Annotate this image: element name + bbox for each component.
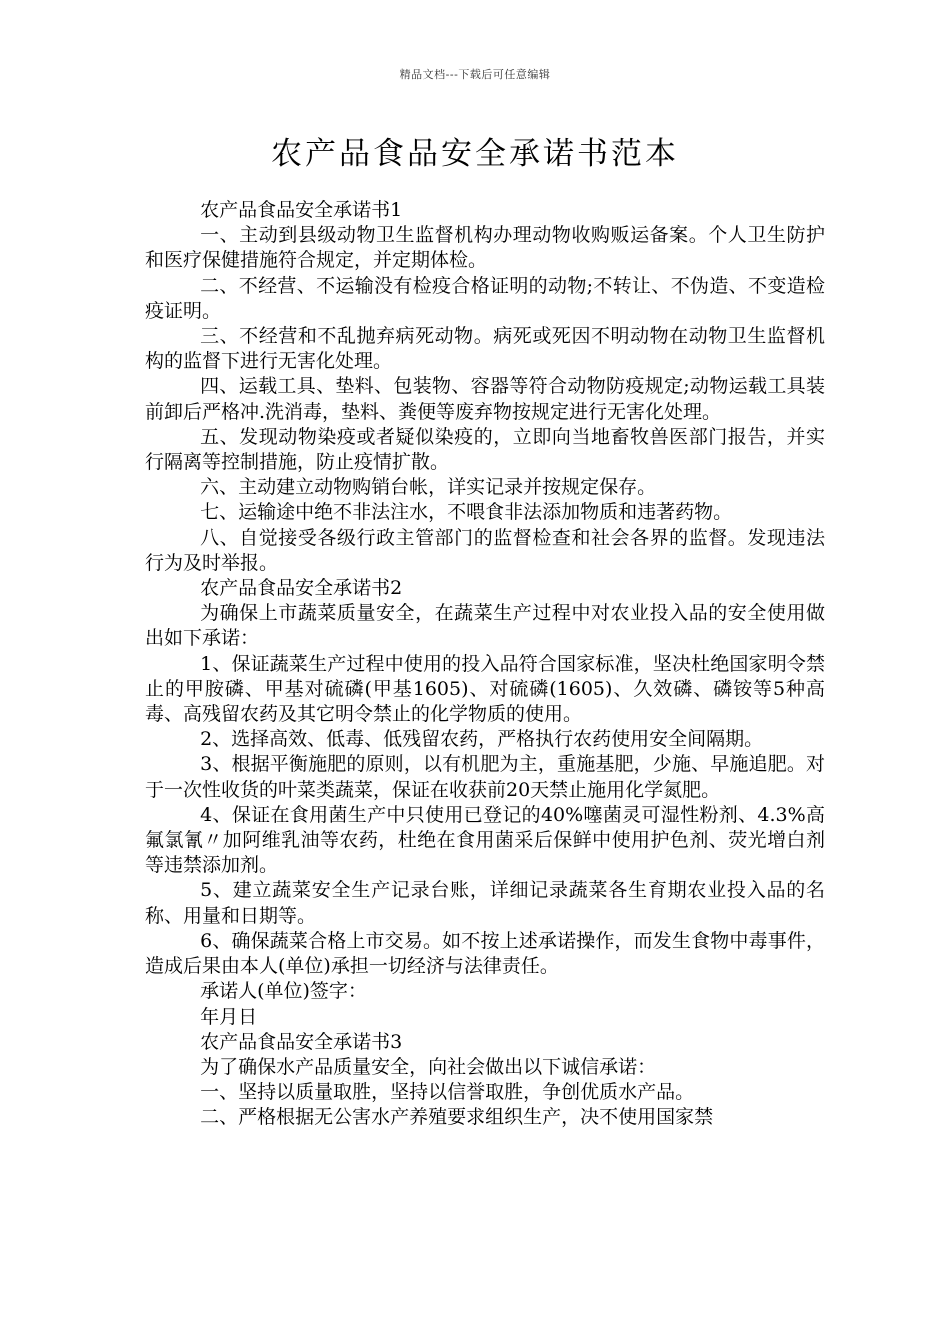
paragraph: 为了确保水产品质量安全，向社会做出以下诚信承诺：: [200, 1055, 657, 1078]
paragraph: 4、保证在食用菌生产中只使用已登记的40%噻菌灵可湿性粉剂、4.3%高氟氯氰〃加阿维乳油等农药，杜绝在食用菌采后保鲜中使用护色剂、荧光增白剂等违禁添加剂。: [145, 803, 825, 877]
paragraph: 五、发现动物染疫或者疑似染疫的，立即向当地畜牧兽医部门报告，并实行隔离等控制措施，防止疫情扩散。: [145, 425, 825, 474]
paragraph: 2、选择高效、低毒、低残留农药，严格执行农药使用安全间隔期。: [200, 728, 764, 751]
page-header-note: 精品文档---下载后可任意编辑: [399, 68, 551, 81]
signature-line: 承诺人(单位)签字：: [200, 980, 367, 1003]
paragraph: 四、运载工具、垫料、包装物、容器等符合动物防疫规定;动物运载工具装前卸后严格冲.洗消毒，垫料、粪便等废弃物按规定进行无害化处理。: [145, 375, 825, 423]
paragraph: 二、不经营、不运输没有检疫合格证明的动物;不转让、不伪造、不变造检疫证明。: [145, 274, 825, 322]
section-heading-3: 农产品食品安全承诺书3: [200, 1030, 403, 1053]
paragraph: 三、不经营和不乱抛弃病死动物。病死或死因不明动物在动物卫生监督机构的监督下进行无害化处理。: [145, 325, 825, 373]
section-heading-2: 农产品食品安全承诺书2: [200, 577, 403, 600]
date-line: 年月日: [200, 1005, 258, 1028]
paragraph: 一、坚持以质量取胜，坚持以信誉取胜，争创优质水产品。: [200, 1081, 695, 1104]
paragraph: 为确保上市蔬菜质量安全，在蔬菜生产过程中对农业投入品的安全使用做出如下承诺：: [145, 602, 825, 650]
paragraph: 一、主动到县级动物卫生监督机构办理动物收购贩运备案。个人卫生防护和医疗保健措施符合规定，并定期体检。: [145, 224, 825, 272]
paragraph: 1、保证蔬菜生产过程中使用的投入品符合国家标准，坚决杜绝国家明令禁止的甲胺磷、甲基对硫磷(甲基1605)、对硫磷(1605)、久效磷、磷铵等5种高毒、高残留农药及其它明令禁止的化学物质的使用。: [145, 652, 825, 726]
paragraph: 5、建立蔬菜安全生产记录台账，详细记录蔬菜各生育期农业投入品的名称、用量和日期等。: [145, 879, 825, 927]
document-title: 农产品食品安全承诺书范本: [271, 136, 679, 172]
paragraph: 八、自觉接受各级行政主管部门的监督检查和社会各界的监督。发现违法行为及时举报。: [145, 526, 825, 574]
paragraph: 七、运输途中绝不非法注水，不喂食非法添加物质和违著药物。: [200, 501, 733, 524]
paragraph: 6、确保蔬菜合格上市交易。如不按上述承诺操作，而发生食物中毒事件，造成后果由本人(单位)承担一切经济与法律责任。: [145, 929, 825, 978]
document-body: [145, 198, 825, 1131]
paragraph: 二、严格根据无公害水产养殖要求组织生产，决不使用国家禁: [200, 1106, 714, 1129]
section-heading-1: 农产品食品安全承诺书1: [200, 199, 403, 221]
paragraph: 3、根据平衡施肥的原则，以有机肥为主，重施基肥，少施、早施追肥。对于一次性收货的叶菜类蔬菜，保证在收获前20天禁止施用化学氮肥。: [145, 753, 825, 801]
paragraph: 六、主动建立动物购销台帐，详实记录并按规定保存。: [200, 476, 657, 499]
